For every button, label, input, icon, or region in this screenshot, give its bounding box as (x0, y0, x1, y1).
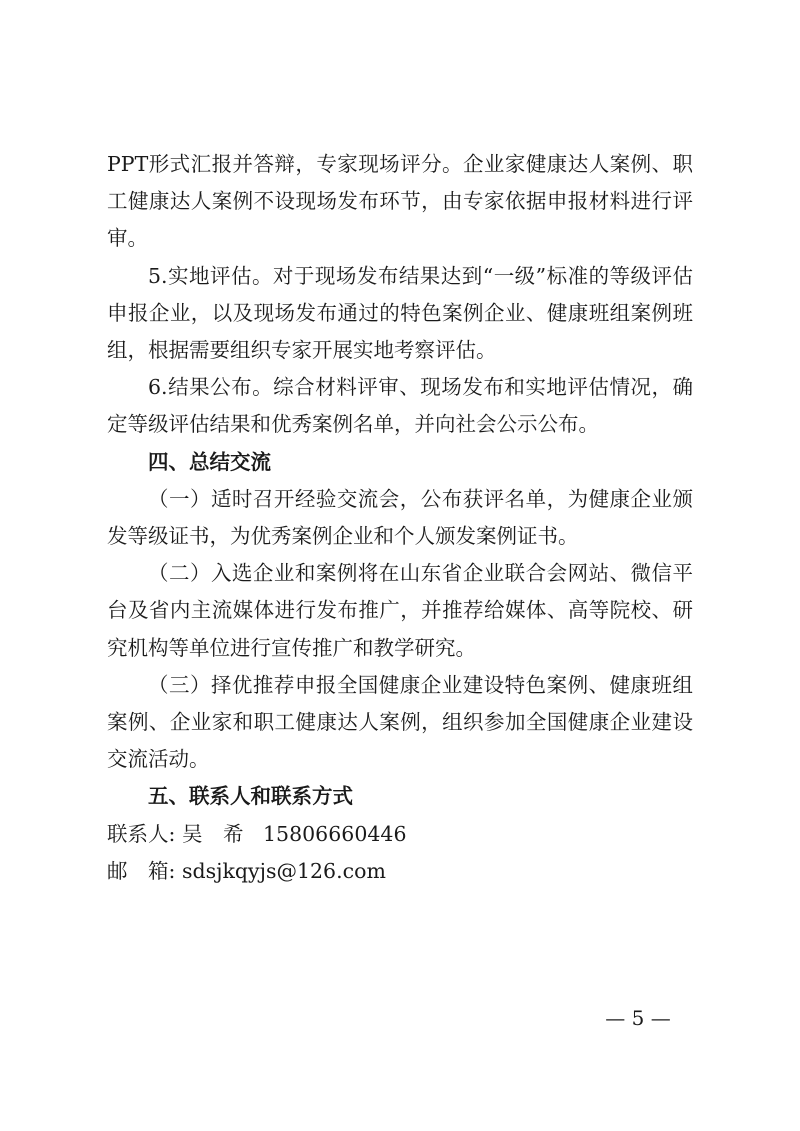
paragraph-summary-item-1: （一）适时召开经验交流会，公布获评名单，为健康企业颁发等级证书，为优秀案例企业和个人颁发案例证书。 (107, 486, 693, 549)
contact-person-name: 吴 希 (181, 821, 244, 846)
paragraph-continuation: PPT形式汇报并答辩，专家现场评分。企业家健康达人案例、职工健康达人案例不设现场发布环节，由专家依据申报材料进行评审。 (107, 152, 693, 251)
contact-email-value: sdsjkqyjs@126.com (181, 858, 386, 883)
contact-phone: 15806660446 (263, 821, 407, 846)
paragraph-summary-item-2: （二）入选企业和案例将在山东省企业联合会网站、微信平台及省内主流媒体进行发布推广，并推荐给媒体、高等院校、研究机构等单位进行宣传推广和教学研究。 (107, 561, 693, 660)
paragraph-site-evaluation: 5.实地评估。对于现场发布结果达到“一级”标准的等级评估申报企业，以及现场发布通过的特色案例企业、健康班组案例班组，根据需要组织专家开展实地考察评估。 (107, 263, 693, 363)
contact-email-line (107, 853, 693, 890)
document-body (107, 146, 693, 890)
section-heading-contact: 五、联系人和联系方式 (148, 784, 353, 809)
paragraph-summary-item-3: （三）择优推荐申报全国健康企业建设特色案例、健康班组案例、企业家和职工健康达人案例，组织参加全国健康企业建设交流活动。 (107, 672, 693, 772)
paragraph-result-announcement: 6.结果公布。综合材料评审、现场发布和实地评估情况，确定等级评估结果和优秀案例名单，并向社会公示公布。 (107, 375, 693, 437)
contact-person-line (107, 816, 693, 853)
page-number: — 5 — (605, 1006, 671, 1030)
contact-email-label: 邮 箱: (107, 858, 176, 883)
section-heading-summary-exchange: 四、总结交流 (148, 449, 271, 474)
contact-person-label: 联系人: (107, 821, 176, 846)
